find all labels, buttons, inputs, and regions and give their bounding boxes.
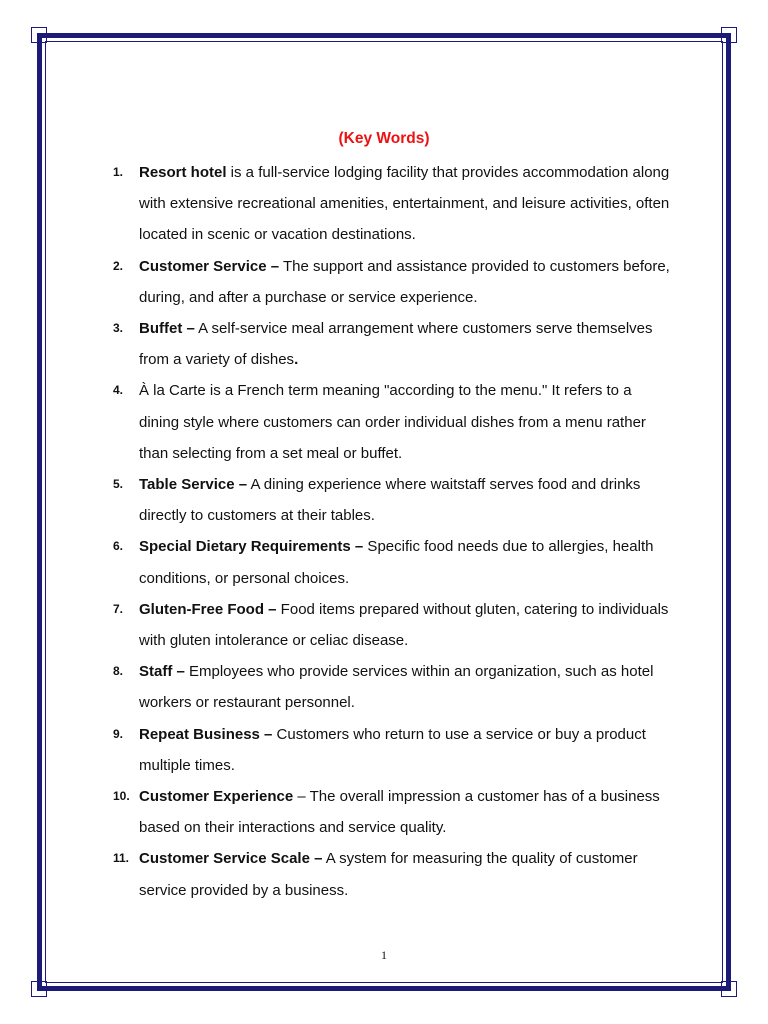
item-term: Special Dietary Requirements – xyxy=(139,538,364,556)
item-term: Customer Experience xyxy=(139,788,294,806)
page-number: 1 xyxy=(381,948,387,962)
list-item xyxy=(113,843,673,905)
list-item xyxy=(113,313,673,375)
item-term: Repeat Business – xyxy=(139,725,273,743)
item-definition: Food items prepared without gluten, catering to individuals with gluten intolerance or celiac disease. xyxy=(139,600,669,650)
item-term: Customer Service Scale – xyxy=(139,850,323,868)
border-corner-ornament xyxy=(31,981,47,997)
item-term: Customer Service – xyxy=(139,257,280,275)
list-item xyxy=(113,251,673,313)
item-number: 3. xyxy=(113,321,124,336)
item-definition: Employees who provide services within an organization, such as hotel workers or restaurant personnel. xyxy=(139,663,654,712)
item-number: 10. xyxy=(113,789,130,804)
list-item xyxy=(113,719,673,781)
item-definition: The support and assistance provided to customers before, during, and after a purchase or service experience. xyxy=(139,257,670,306)
list-item xyxy=(113,781,673,843)
item-term: Resort hotel xyxy=(139,164,227,181)
item-definition: Specific food needs due to allergies, health conditions, or personal choices. xyxy=(139,538,654,587)
item-term: Staff – xyxy=(139,663,185,681)
item-number: 11. xyxy=(113,851,130,866)
item-definition: À la Carte is a French term meaning "according to the menu." It refers to a dining style where customers can order individual dishes from a menu rather than selecting from a set meal or buffet. xyxy=(139,382,646,462)
item-definition: is a full-service lodging facility that provides accommodation along with extensive recreational amenities, entertainment, and leisure activities, often located in scenic or vacation destinations. xyxy=(139,164,670,244)
item-term: Gluten-Free Food – xyxy=(139,600,277,618)
item-trailing-period: . xyxy=(294,351,299,369)
list-item xyxy=(113,375,673,469)
border-corner-ornament xyxy=(721,27,737,43)
item-term: Buffet – xyxy=(139,320,195,338)
item-definition: A dining experience where waitstaff serves food and drinks directly to customers at their tables. xyxy=(139,476,641,525)
list-item xyxy=(113,469,673,531)
item-number: 8. xyxy=(113,664,124,679)
page-heading: (Key Words) xyxy=(338,130,430,147)
item-number: 7. xyxy=(113,601,124,616)
item-number: 4. xyxy=(113,383,124,398)
item-definition: – The overall impression a customer has of a business based on their interactions and service quality. xyxy=(139,788,660,837)
list-item xyxy=(113,531,673,593)
item-number: 1. xyxy=(113,165,124,179)
item-number: 2. xyxy=(113,258,124,273)
list-item xyxy=(113,594,673,656)
item-number: 9. xyxy=(113,726,124,741)
item-definition: Customers who return to use a service or buy a product multiple times. xyxy=(139,725,646,774)
item-number: 6. xyxy=(113,539,124,554)
border-corner-ornament xyxy=(721,981,737,997)
item-term: Table Service – xyxy=(139,476,248,494)
item-definition: A system for measuring the quality of customer service provided by a business. xyxy=(139,850,638,899)
item-number: 5. xyxy=(113,477,124,492)
border-corner-ornament xyxy=(31,27,47,43)
list-item xyxy=(113,157,673,251)
list-item xyxy=(113,656,673,718)
item-definition: A self-service meal arrangement where customers serve themselves from a variety of dishes xyxy=(139,320,653,369)
key-words-list xyxy=(113,157,673,906)
